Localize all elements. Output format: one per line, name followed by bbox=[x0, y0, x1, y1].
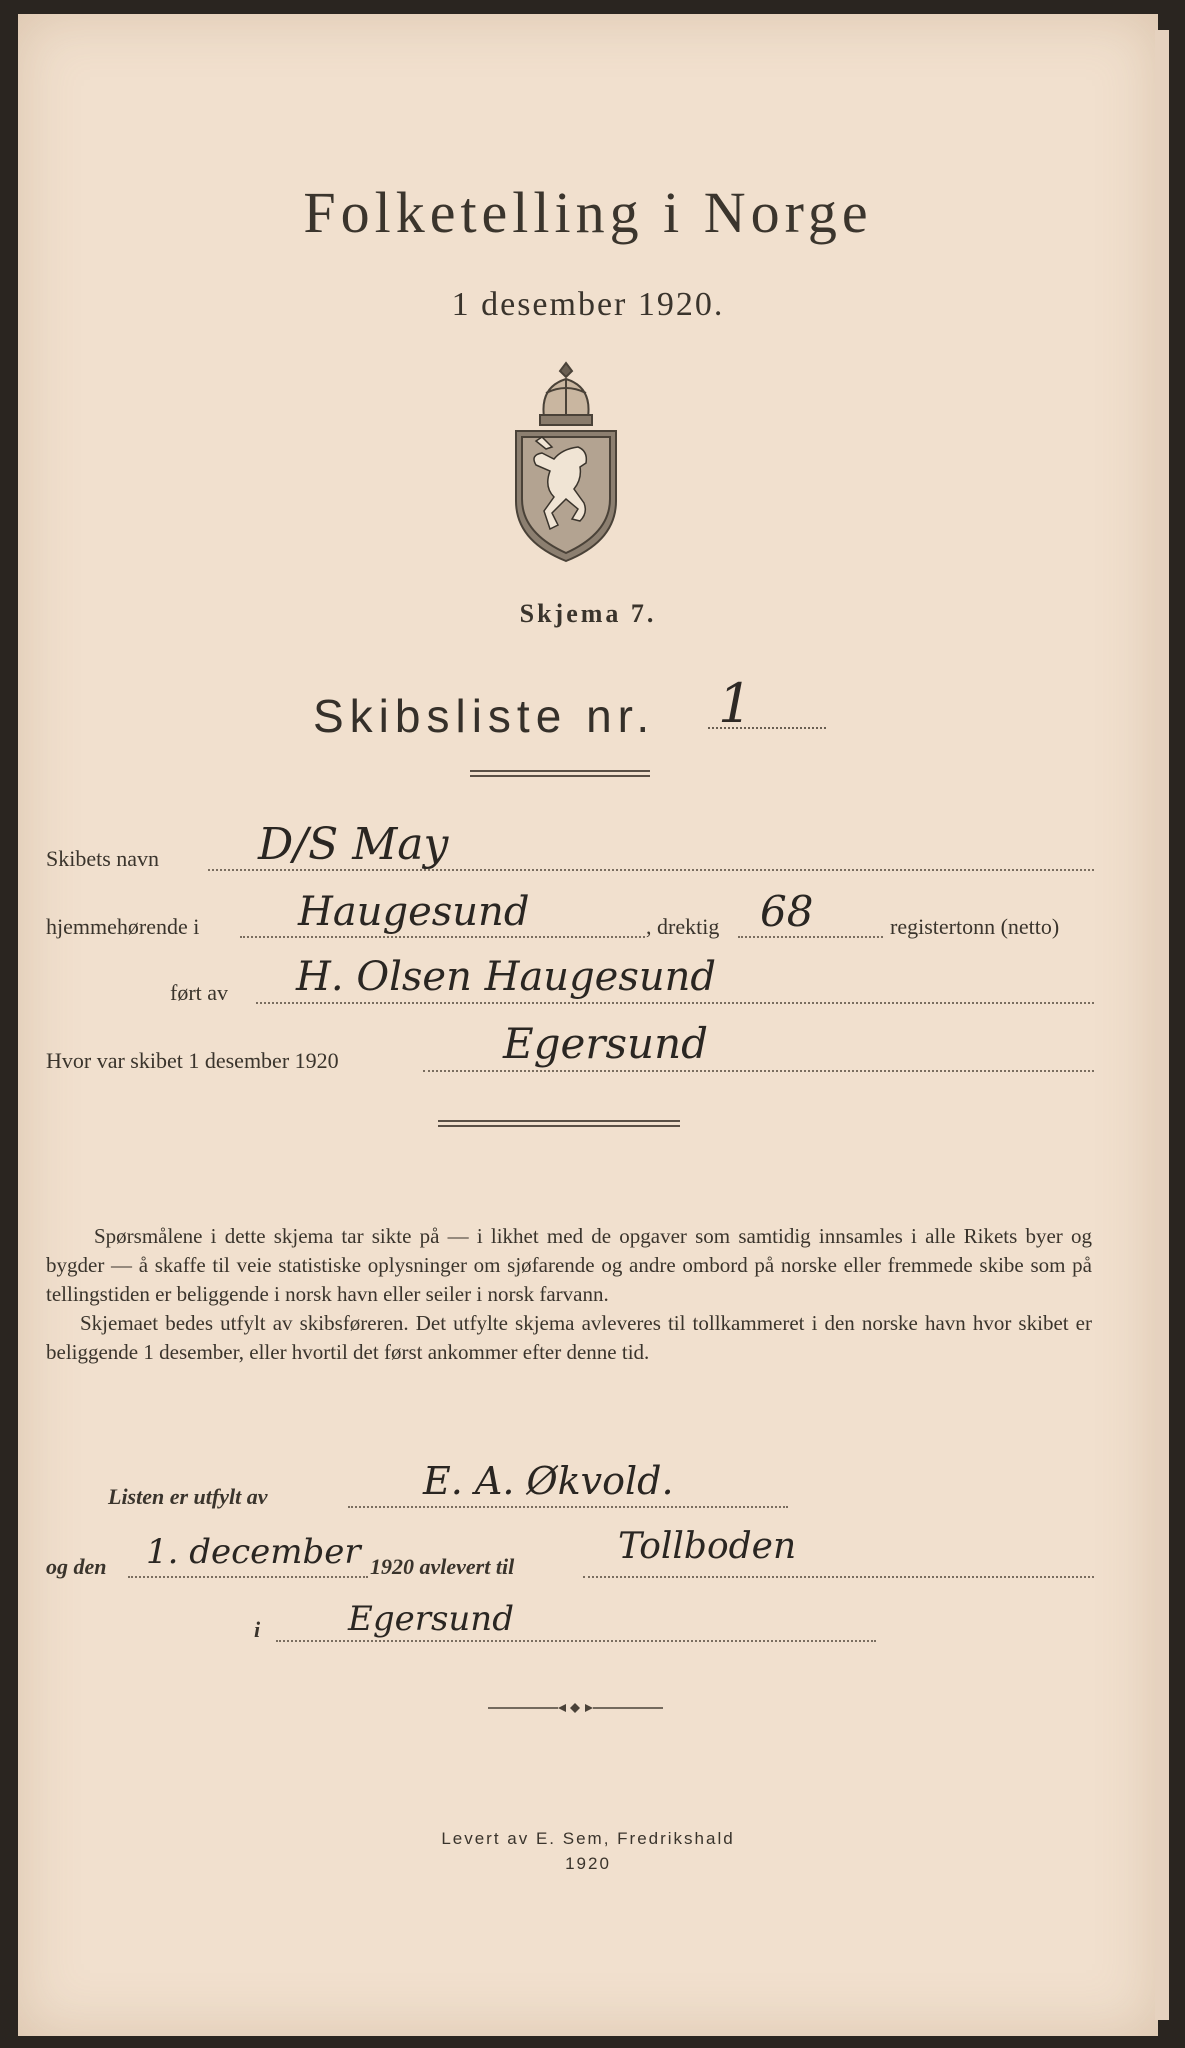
tonnage-unit: registertonn (netto) bbox=[890, 914, 1060, 939]
ship-list-number-line bbox=[708, 727, 826, 729]
date-line bbox=[128, 1576, 368, 1578]
year-delivered-label: 1920 avlevert til bbox=[370, 1554, 515, 1579]
form-date: 1 desember 1920. bbox=[451, 286, 725, 323]
in-line bbox=[276, 1640, 876, 1642]
date-label: og den bbox=[46, 1554, 107, 1579]
form-title: Folketelling i Norge bbox=[303, 180, 873, 245]
printer-line: Levert av E. Sem, Fredrikshald bbox=[441, 1829, 735, 1848]
filled-by-label: Listen er utfylt av bbox=[108, 1484, 268, 1509]
page-edge bbox=[1155, 30, 1169, 2020]
in-label: i bbox=[254, 1617, 261, 1642]
census-form-page bbox=[18, 14, 1158, 2036]
filled-by-line bbox=[348, 1506, 788, 1508]
location-label: Hvor var skibet 1 desember 1920 bbox=[46, 1048, 339, 1073]
instructions-text bbox=[46, 1222, 1092, 1367]
norwegian-coat-of-arms-icon bbox=[506, 359, 626, 564]
ship-list-label: Skibsliste nr. bbox=[313, 690, 656, 742]
in-value: Egersund bbox=[348, 1599, 514, 1639]
printer-year: 1920 bbox=[565, 1854, 611, 1873]
ship-name-label: Skibets navn bbox=[46, 846, 160, 871]
schema-number: Skjema 7. bbox=[519, 599, 657, 628]
date-value: 1. december bbox=[146, 1532, 361, 1572]
master-value: H. Olsen Haugesund bbox=[296, 954, 716, 1000]
home-port-line bbox=[240, 936, 645, 938]
tonnage-line bbox=[738, 936, 883, 938]
location-line bbox=[423, 1070, 1094, 1072]
instructions-paragraph-1: Spørsmålene i dette skjema tar sikte på — i likhet med de opgaver som samtidig innsamles i alle Rikets byer og bygder — å skaffe til veie statistiske oplysninger om sjøfarende og andre ombord på norske eller fremmede skibe som på tellingstiden er beliggende i norsk havn eller seiler i norsk farvann. bbox=[46, 1224, 1092, 1306]
ship-name-value: D/S May bbox=[258, 819, 449, 870]
tonnage-label: , drektig bbox=[646, 914, 720, 939]
ornament-divider-icon bbox=[488, 1702, 663, 1714]
double-rule-top bbox=[470, 770, 650, 777]
master-label: ført av bbox=[170, 980, 229, 1005]
filled-by-value: E. A. Økvold. bbox=[423, 1459, 674, 1503]
tonnage-value: 68 bbox=[760, 887, 814, 936]
master-line bbox=[256, 1002, 1094, 1004]
double-rule-middle bbox=[438, 1120, 680, 1127]
delivered-to-line bbox=[583, 1576, 1094, 1578]
home-port-label: hjemmehørende i bbox=[46, 914, 200, 939]
location-value: Egersund bbox=[503, 1019, 709, 1068]
delivered-to-value: Tollboden bbox=[618, 1526, 797, 1567]
ship-list-number: 1 bbox=[718, 672, 753, 735]
home-port-value: Haugesund bbox=[298, 889, 530, 935]
instructions-paragraph-2: Skjemaet bedes utfylt av skibsføreren. Det utfylte skjema avleveres til tollkammeret i den norske havn hvor skibet er beliggende 1 desember, eller hvortil det først ankommer efter denne tid. bbox=[46, 1311, 1092, 1364]
